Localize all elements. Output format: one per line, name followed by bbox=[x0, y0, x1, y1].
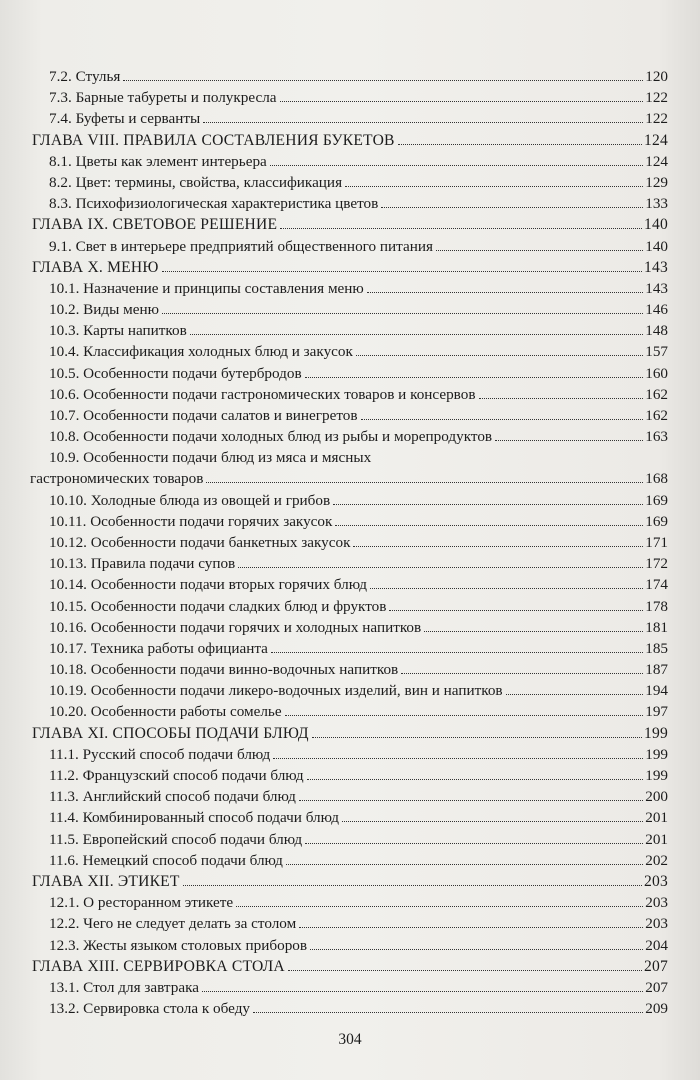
toc-entry-title: 11.6. Немецкий способ подачи блюд bbox=[49, 851, 283, 869]
toc-entry-title: 10.7. Особенности подачи салатов и винегретов bbox=[49, 407, 358, 424]
toc-entry-page: 169 bbox=[645, 512, 668, 530]
toc-entry bbox=[30, 831, 668, 848]
toc-entry bbox=[30, 365, 668, 382]
toc-entry-title: 10.4. Классификация холодных блюд и закусок bbox=[49, 343, 353, 361]
toc-entry bbox=[30, 110, 668, 127]
toc-entry-title-continued: гастрономических товаров bbox=[30, 470, 204, 488]
toc-entry-title: 11.4. Комбинированный способ подачи блюд bbox=[49, 809, 339, 827]
toc-entry bbox=[30, 661, 668, 678]
toc-entry-page: 201 bbox=[645, 830, 668, 848]
toc-entry-title: 10.18. Особенности подачи винно-водочных напитков bbox=[49, 661, 399, 679]
toc-entry-title: ГЛАВА X. МЕНЮ bbox=[32, 258, 159, 276]
toc-entry-page: 169 bbox=[645, 491, 668, 509]
dot-leader bbox=[333, 504, 643, 505]
toc-entry-page: 124 bbox=[645, 152, 668, 170]
toc-chapter-heading bbox=[30, 216, 668, 233]
toc-entry bbox=[30, 238, 668, 255]
toc-chapter-heading bbox=[30, 958, 668, 975]
toc-entry bbox=[30, 915, 668, 932]
dot-leader bbox=[238, 567, 643, 568]
toc-entry bbox=[30, 68, 668, 85]
toc-entry-title: 12.3. Жесты языком столовых приборов bbox=[49, 936, 308, 954]
toc-entry bbox=[30, 555, 668, 572]
dot-leader bbox=[203, 122, 643, 123]
toc-entry bbox=[30, 492, 668, 509]
toc-entry-title: 13.2. Сервировка стола к обеду bbox=[49, 1000, 251, 1018]
toc-entry bbox=[30, 703, 668, 720]
toc-entry-page: 178 bbox=[645, 597, 668, 615]
toc-entry-title: 10.16. Особенности подачи горячих и холодных напитков bbox=[49, 618, 422, 636]
toc-chapter-heading bbox=[30, 259, 668, 276]
toc-entry-title: 10.6. Особенности подачи гастрономических товаров и консервов bbox=[49, 385, 476, 403]
toc-entry-page: 146 bbox=[645, 301, 668, 319]
toc-entry bbox=[30, 174, 668, 191]
dot-leader bbox=[361, 419, 644, 420]
dot-leader bbox=[356, 355, 643, 356]
dot-leader bbox=[381, 207, 643, 208]
toc-entry bbox=[30, 280, 668, 297]
toc-entry-page: 194 bbox=[645, 682, 668, 700]
toc-chapter-heading bbox=[30, 873, 668, 890]
dot-leader bbox=[202, 991, 643, 992]
toc-entry bbox=[30, 809, 668, 826]
dot-leader bbox=[506, 694, 644, 695]
toc-entry-title: ГЛАВА XI. СПОСОБЫ ПОДАЧИ БЛЮД bbox=[32, 724, 309, 742]
toc-entry bbox=[30, 513, 668, 530]
dot-leader bbox=[389, 610, 643, 611]
toc-entry-title: 10.3. Карты напитков bbox=[49, 322, 187, 340]
dot-leader bbox=[398, 144, 642, 145]
toc-entry-page: 162 bbox=[645, 407, 668, 424]
toc-entry-title: 10.8. Особенности подачи холодных блюд из рыбы и морепродуктов bbox=[49, 428, 493, 446]
toc-entry-page: 143 bbox=[644, 258, 668, 276]
toc-entry-page: 172 bbox=[645, 555, 668, 573]
toc-entry-title: 12.1. О ресторанном этикете bbox=[49, 894, 234, 912]
toc-entry-title: 11.1. Русский способ подачи блюд bbox=[49, 745, 271, 763]
toc-entry bbox=[30, 322, 668, 339]
toc-entry-title: 11.2. Французский способ подачи блюд bbox=[49, 767, 304, 784]
dot-leader bbox=[401, 673, 643, 674]
dot-leader bbox=[353, 546, 643, 547]
toc-entry-page: 181 bbox=[645, 618, 668, 636]
toc-entry bbox=[30, 682, 668, 699]
dot-leader bbox=[479, 398, 644, 399]
toc-entry-title: 7.4. Буфеты и серванты bbox=[49, 110, 201, 128]
toc-chapter-heading bbox=[30, 132, 668, 149]
toc-entry-title: 8.1. Цветы как элемент интерьера bbox=[49, 152, 267, 170]
toc-entry-title: 10.1. Назначение и принципы составления меню bbox=[49, 279, 364, 297]
toc-entry bbox=[30, 979, 668, 996]
toc-entry-title: 12.2. Чего не следует делать за столом bbox=[49, 915, 297, 933]
toc-entry bbox=[30, 407, 668, 424]
toc-entry-title: 10.15. Особенности подачи сладких блюд и фруктов bbox=[49, 597, 387, 615]
page-number: 304 bbox=[338, 1031, 362, 1048]
dot-leader bbox=[190, 334, 643, 335]
toc-entry-title: 10.12. Особенности подачи банкетных закусок bbox=[49, 533, 351, 551]
toc-entry bbox=[30, 301, 668, 318]
dot-leader bbox=[299, 927, 643, 928]
toc-entry-page: 120 bbox=[645, 68, 668, 85]
dot-leader bbox=[310, 949, 643, 950]
toc-entry-page: 199 bbox=[645, 767, 668, 784]
toc-entry-title: ГЛАВА XII. ЭТИКЕТ bbox=[32, 872, 180, 890]
toc-entry bbox=[30, 1000, 668, 1017]
toc-entry-page: 133 bbox=[645, 195, 668, 213]
toc-entry-page: 199 bbox=[644, 724, 668, 742]
toc-entry bbox=[30, 937, 668, 954]
toc-entry bbox=[30, 576, 668, 593]
toc-entry bbox=[30, 788, 668, 805]
toc-entry-page: 199 bbox=[645, 745, 668, 763]
toc-entry-title: 10.14. Особенности подачи вторых горячих блюд bbox=[49, 576, 367, 594]
toc-entry-title: 7.2. Стулья bbox=[49, 68, 121, 85]
toc-entry-page: 140 bbox=[645, 237, 668, 255]
dot-leader bbox=[183, 885, 642, 886]
toc-entry-page: 209 bbox=[645, 1000, 668, 1018]
toc-entry-title: 10.13. Правила подачи супов bbox=[49, 555, 236, 573]
toc-entry-page: 187 bbox=[645, 661, 668, 679]
toc-entry bbox=[30, 534, 668, 551]
toc-entry-page: 174 bbox=[645, 576, 668, 594]
dot-leader bbox=[307, 779, 644, 780]
dot-leader bbox=[285, 715, 644, 716]
toc-entry-page: 200 bbox=[645, 788, 668, 806]
toc-entry-page: 197 bbox=[645, 703, 668, 721]
dot-leader bbox=[424, 631, 643, 632]
dot-leader bbox=[253, 1012, 643, 1013]
toc-entry bbox=[30, 153, 668, 170]
toc-entry-title: 10.19. Особенности подачи ликеро-водочных изделий, вин и напитков bbox=[49, 682, 503, 700]
toc-entry-title: 9.1. Свет в интерьере предприятий общественного питания bbox=[49, 237, 433, 255]
dot-leader bbox=[270, 165, 643, 166]
dot-leader bbox=[280, 101, 644, 102]
toc-entry bbox=[30, 386, 668, 403]
toc-entry-page: 162 bbox=[645, 385, 668, 403]
toc-entry-title: 8.3. Психофизиологическая характеристика цветов bbox=[49, 195, 379, 213]
toc-entry bbox=[30, 598, 668, 615]
toc-entry-title: 11.5. Европейский способ подачи блюд bbox=[49, 830, 303, 848]
dot-leader bbox=[370, 588, 643, 589]
dot-leader bbox=[162, 271, 642, 272]
dot-leader bbox=[495, 440, 643, 441]
toc-entry-page: 204 bbox=[645, 936, 668, 954]
toc-entry-page: 124 bbox=[644, 131, 668, 149]
toc-entry bbox=[30, 746, 668, 763]
toc-entry-page: 201 bbox=[645, 809, 668, 827]
toc-entry-page: 202 bbox=[645, 851, 668, 869]
toc-entry-page: 157 bbox=[645, 343, 668, 361]
toc-entry bbox=[30, 343, 668, 360]
toc-entry bbox=[30, 852, 668, 869]
dot-leader bbox=[367, 292, 643, 293]
toc-entry-page: 148 bbox=[645, 322, 668, 340]
toc-entry-title: 10.2. Виды меню bbox=[49, 301, 159, 319]
dot-leader bbox=[342, 821, 643, 822]
toc-entry bbox=[30, 619, 668, 636]
dot-leader bbox=[436, 250, 643, 251]
toc-entry bbox=[30, 89, 668, 106]
toc-entry-title: 10.20. Особенности работы сомелье bbox=[49, 703, 282, 721]
dot-leader bbox=[162, 313, 643, 314]
toc-entry-title: 8.2. Цвет: термины, свойства, классификация bbox=[49, 173, 343, 191]
toc-entry-title: 10.17. Техника работы официанта bbox=[49, 639, 268, 657]
toc-entry-page: 143 bbox=[645, 279, 668, 297]
dot-leader bbox=[288, 970, 642, 971]
dot-leader bbox=[345, 186, 643, 187]
dot-leader bbox=[305, 843, 643, 844]
toc-entry-page: 122 bbox=[645, 110, 668, 128]
dot-leader bbox=[271, 652, 643, 653]
toc-entry-page: 168 bbox=[645, 470, 668, 488]
dot-leader bbox=[236, 906, 643, 907]
toc-entry-page: 122 bbox=[645, 89, 668, 107]
table-of-contents bbox=[30, 68, 668, 1021]
toc-entry bbox=[30, 195, 668, 212]
toc-entry-title: 10.5. Особенности подачи бутербродов bbox=[49, 364, 302, 382]
toc-entry-title: ГЛАВА IX. СВЕТОВОЕ РЕШЕНИЕ bbox=[32, 216, 278, 234]
dot-leader bbox=[286, 864, 643, 865]
toc-entry bbox=[30, 640, 668, 657]
toc-entry-title: ГЛАВА XIII. СЕРВИРОВКА СТОЛА bbox=[32, 957, 285, 975]
toc-entry bbox=[30, 449, 668, 487]
toc-entry-page: 160 bbox=[645, 364, 668, 382]
toc-entry-page: 171 bbox=[645, 533, 668, 551]
toc-entry-page: 163 bbox=[645, 428, 668, 446]
dot-leader bbox=[273, 758, 643, 759]
toc-entry bbox=[30, 428, 668, 445]
toc-entry-page: 203 bbox=[644, 872, 668, 890]
toc-entry-page: 185 bbox=[645, 639, 668, 657]
toc-entry-page: 207 bbox=[645, 978, 668, 996]
dot-leader bbox=[206, 482, 643, 483]
toc-entry bbox=[30, 894, 668, 911]
toc-entry-page: 140 bbox=[644, 216, 668, 234]
toc-entry bbox=[30, 767, 668, 784]
dot-leader bbox=[123, 80, 643, 81]
toc-entry-title: 10.11. Особенности подачи горячих закусок bbox=[49, 512, 333, 530]
toc-entry-page: 203 bbox=[645, 894, 668, 912]
dot-leader bbox=[335, 525, 643, 526]
toc-entry-title: 11.3. Английский способ подачи блюд bbox=[49, 788, 296, 806]
dot-leader bbox=[305, 377, 644, 378]
toc-chapter-heading bbox=[30, 725, 668, 742]
toc-entry-title: 7.3. Барные табуреты и полукресла bbox=[49, 89, 277, 107]
dot-leader bbox=[312, 737, 642, 738]
dot-leader bbox=[280, 228, 642, 229]
toc-entry-title: 10.10. Холодные блюда из овощей и грибов bbox=[49, 491, 331, 509]
toc-entry-title: 13.1. Стол для завтрака bbox=[49, 978, 199, 996]
toc-entry-page: 203 bbox=[645, 915, 668, 933]
toc-entry-page: 129 bbox=[645, 173, 668, 191]
dot-leader bbox=[299, 800, 643, 801]
toc-entry-page: 207 bbox=[644, 957, 668, 975]
toc-entry-title: ГЛАВА VIII. ПРАВИЛА СОСТАВЛЕНИЯ БУКЕТОВ bbox=[32, 131, 395, 149]
toc-entry-title: 10.9. Особенности подачи блюд из мяса и мясных bbox=[49, 449, 372, 467]
